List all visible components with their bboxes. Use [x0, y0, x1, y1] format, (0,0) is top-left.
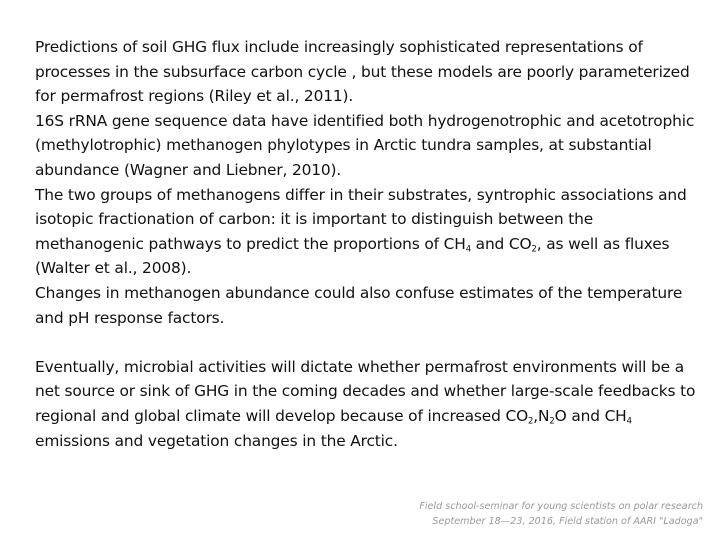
footer-line-event: Field school-seminar for young scientists on polar research	[419, 501, 703, 512]
footer-line-dates: September 18—23, 2016, Field station of AARI "Ladoga"	[432, 516, 703, 527]
paragraph-spacer	[35, 330, 705, 355]
paragraph-methanogen-groups: The two groups of methanogens differ in their substrates, syntrophic associations and isotopic fractionation of carbon: it is important to distinguish between the methanogenic pathways to predict the proportions of $CH_4$ and $CO_2$, as well as fluxes (Walter et al., 2008).	[35, 185, 687, 278]
paragraph-16s-rrna: 16S rRNA gene sequence data have identified both hydrogenotrophic and acetotrophic (methylotrophic) methanogen phylotypes in Arctic tundra samples, at substantial abundance (Wagner and Liebner, 2010).	[35, 111, 695, 179]
paragraph-model-predictions: Predictions of soil GHG flux include increasingly sophisticated representations of processes in the subsurface carbon cycle , but these models are poorly parameterized for permafrost regions (Riley et al., 2011).	[35, 38, 690, 106]
footer-caption	[419, 499, 703, 529]
paragraph-methanogen-abundance: Changes in methanogen abundance could also confuse estimates of the temperature and pH response factors.	[35, 283, 683, 327]
paragraph-microbial-activities: Eventually, microbial activities will dictate whether permafrost environments will be a net source or sink of GHG in the coming decades and whether large-scale feedbacks to regional and global climate will develop because of increased $CO_2,N_2O$ and $CH_4$ emissions and vegetation changes in the Arctic.	[35, 357, 696, 450]
slide-body	[35, 35, 705, 453]
